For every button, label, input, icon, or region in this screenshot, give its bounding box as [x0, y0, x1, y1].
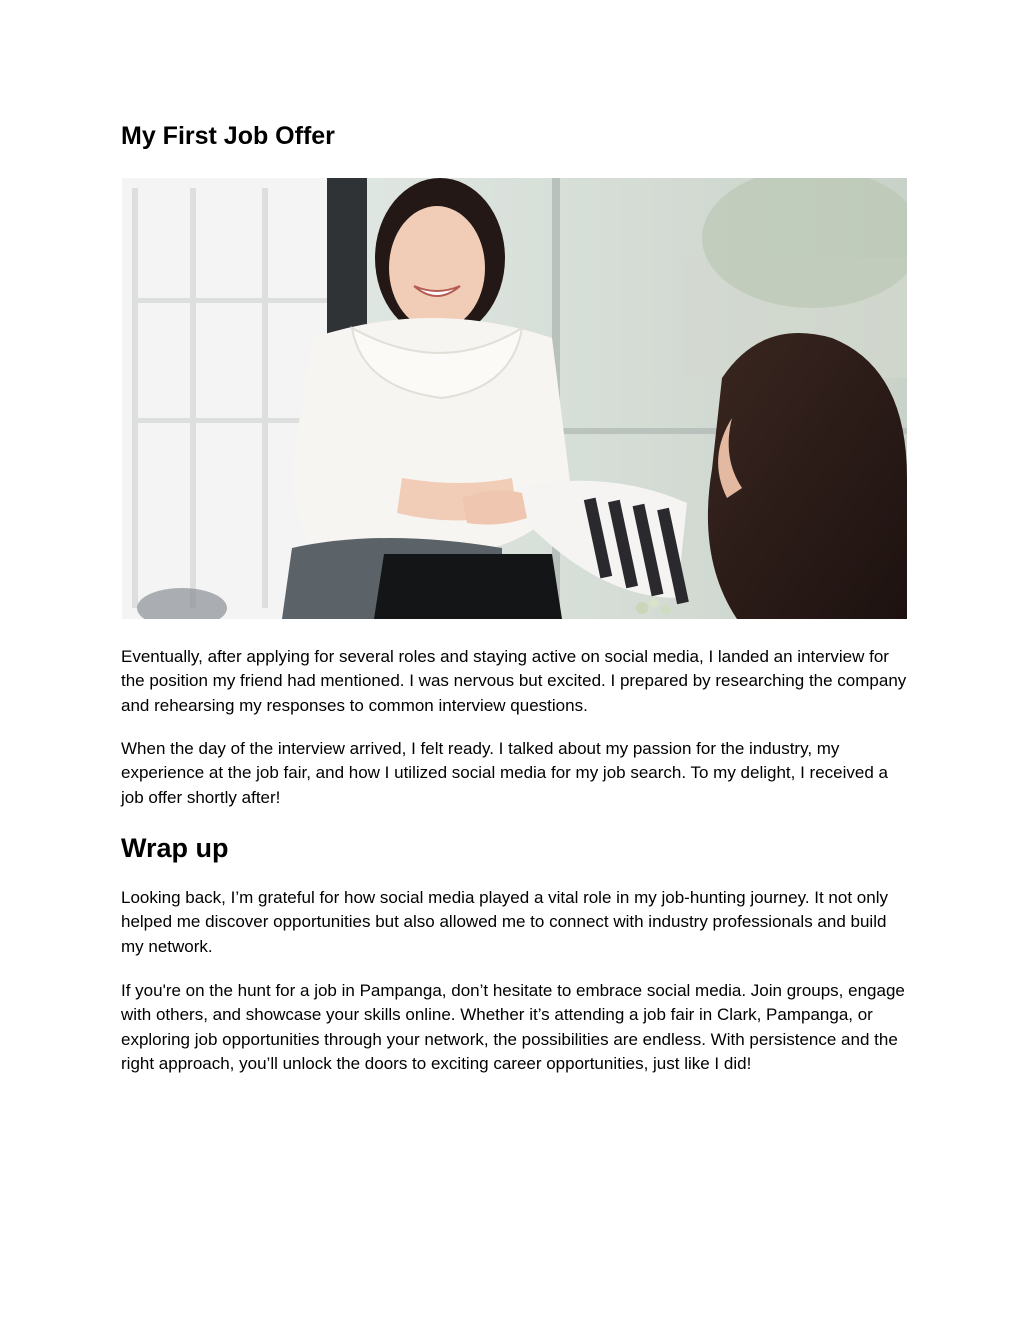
paragraph: When the day of the interview arrived, I felt ready. I talked about my passion for the industry, my experience at the job fair, and how I utilized social media for my job search. To my delight, I received a job offer shortly after! — [121, 739, 888, 807]
section-heading: Wrap up — [121, 833, 229, 863]
paragraph: If you're on the hunt for a job in Pampanga, don’t hesitate to embrace social media. Join groups, engage with others, and showcase your skills online. Whether it’s attending a job fair in Clark, Pampanga, or exploring job opportunities through your network, the possibilities are endless. With persistence and the right approach, you’ll unlock the doors to exciting career opportunities, just like I did! — [121, 981, 905, 1073]
handshake-photo — [122, 178, 907, 619]
paragraph: Eventually, after applying for several roles and staying active on social media, I landed an interview for the position my friend had mentioned. I was nervous but excited. I prepared by researching the company and rehearsing my responses to common interview questions. — [121, 647, 907, 715]
page-title: My First Job Offer — [121, 122, 335, 150]
paragraph: Looking back, I’m grateful for how social media played a vital role in my job-hunting journey. It not only helped me discover opportunities but also allowed me to connect with industry professionals and build my network. — [121, 888, 888, 956]
